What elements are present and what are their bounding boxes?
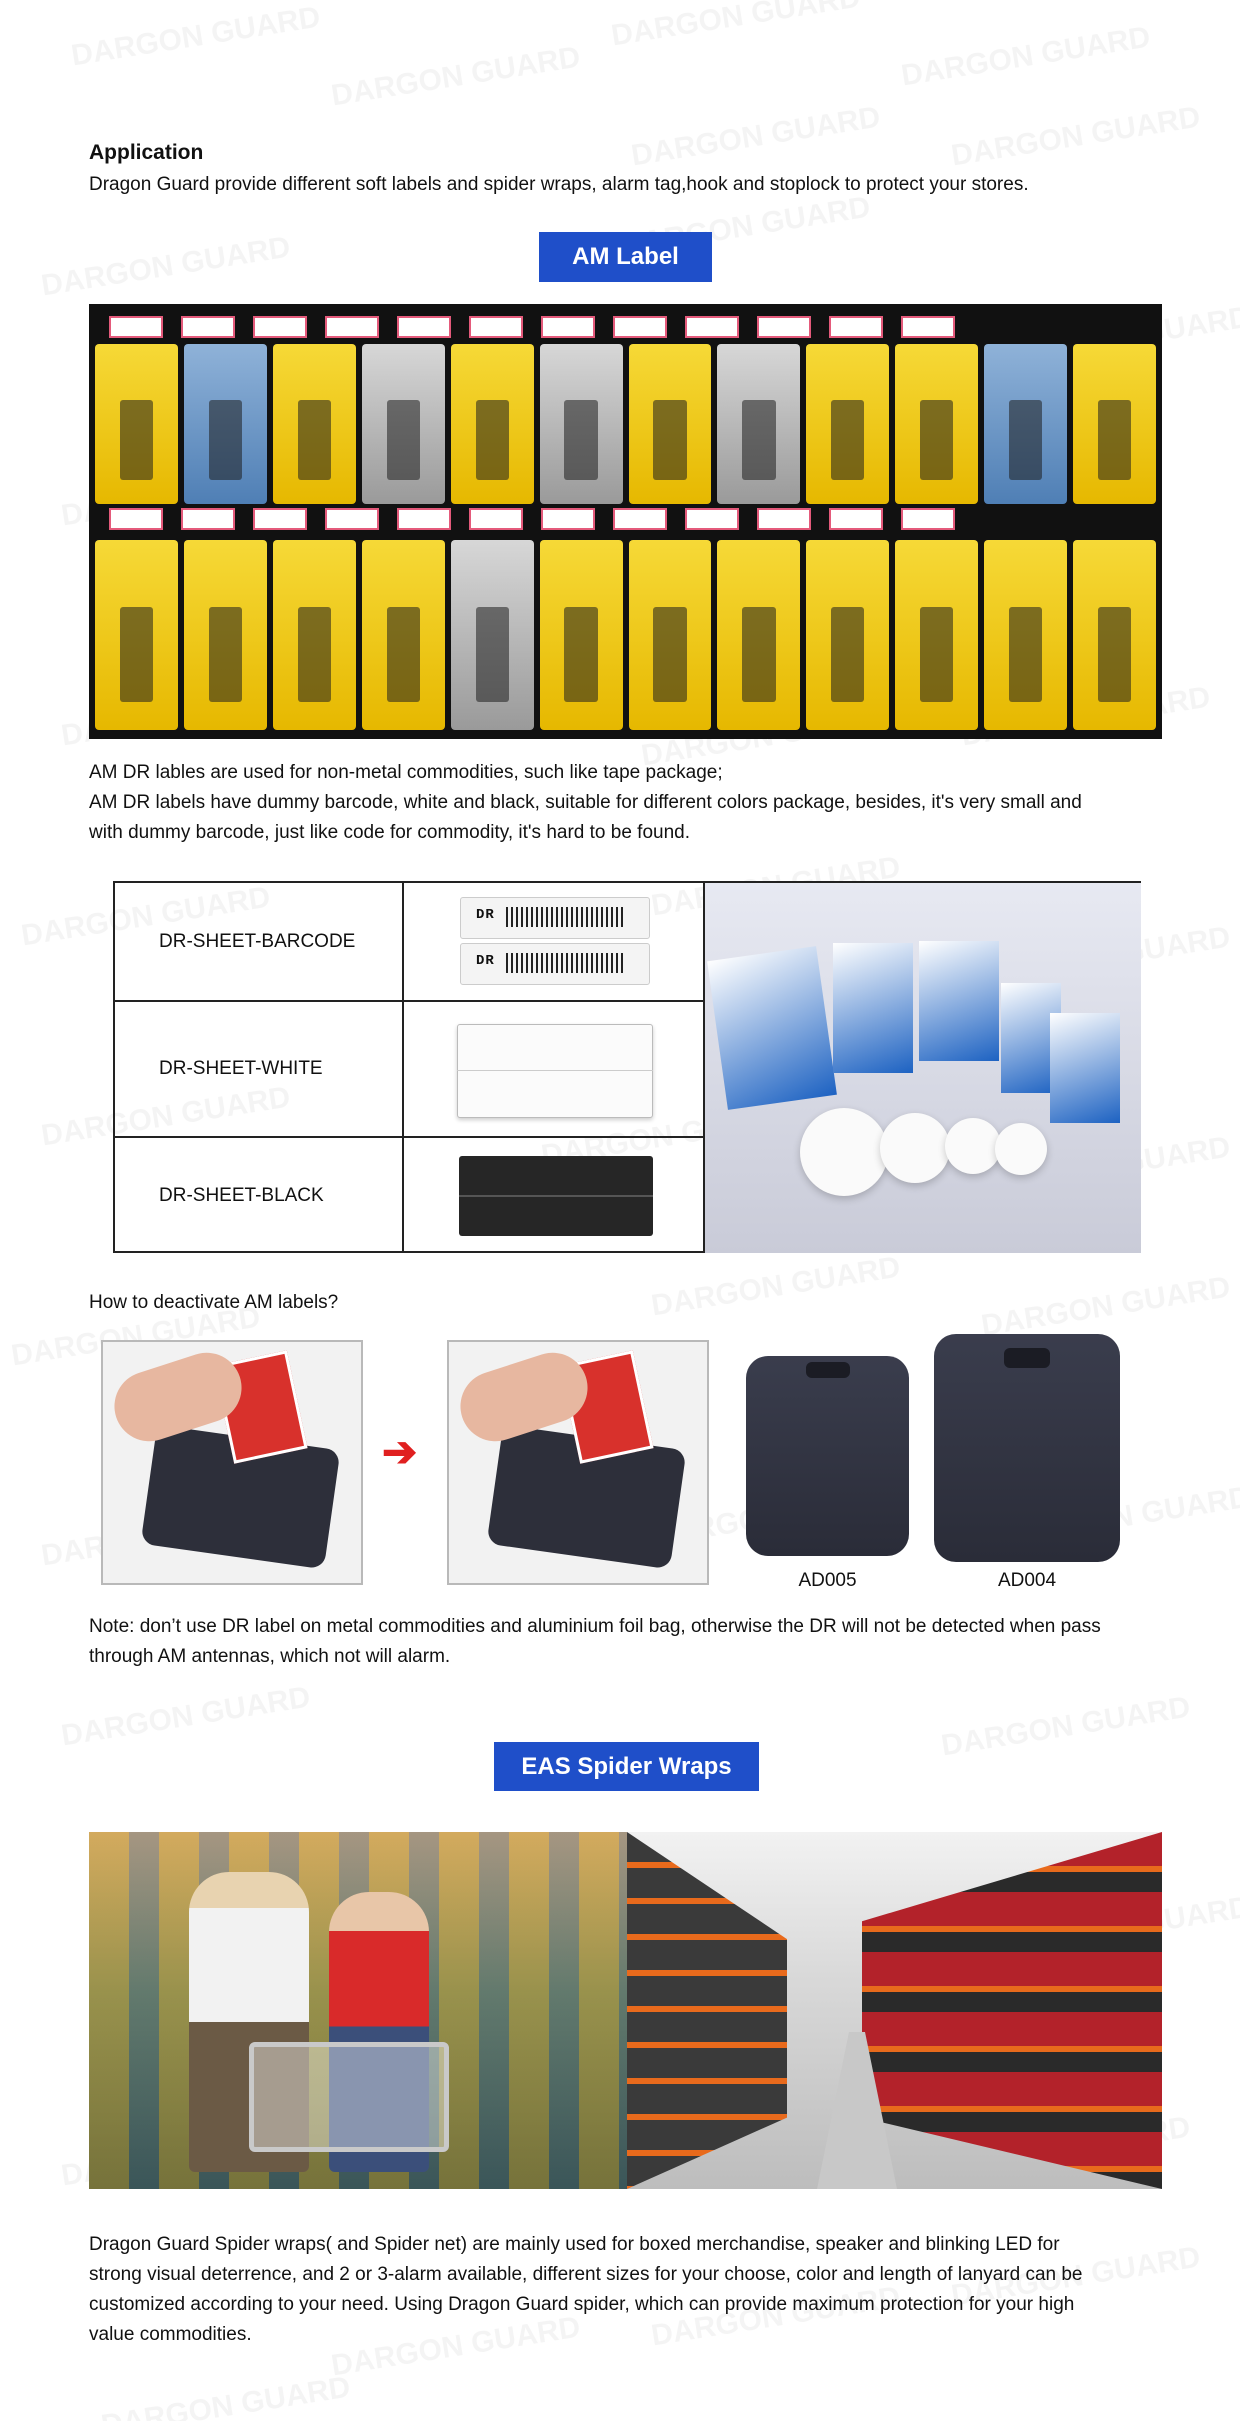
hardware-aisle-photo [627,1832,1162,2189]
application-heading: Application [89,141,204,164]
spider-desc-2: strong visual deterrence, and 2 or 3-alarm available, different sizes for your choose, color and length of lanyard can be [89,2264,1083,2285]
watermark-text [949,101,1203,174]
table-row-black-label: DR-SHEET-BLACK [115,1138,404,1253]
arrow-right-icon: ➔ [382,1428,418,1475]
watermark-text [99,2371,353,2421]
spider-desc-3: customized according to your need. Using Dragon Guard spider, which can provide maximum protection for your high [89,2294,1075,2315]
deactivate-photo-1 [101,1340,363,1585]
white-sheet-image [404,1002,705,1138]
deactivate-photo-2 [447,1340,709,1585]
shoppers-cart-photo [89,1832,627,2189]
am-label-title: AM Label [539,232,712,282]
watermark-text [329,41,583,114]
deactivate-note-2: through AM antennas, which not will alarm. [89,1646,451,1667]
table-row-white-label: DR-SHEET-WHITE [115,1002,404,1138]
am-label-desc-2: AM DR labels have dummy barcode, white and black, suitable for different colors package, besides, it's very small and [89,792,1082,813]
application-intro: Dragon Guard provide different soft labels and spider wraps, alarm tag,hook and stoplock to protect your stores. [89,174,1029,195]
bulb-boxes-photo [705,883,1141,1253]
watermark-text [629,101,883,174]
watermark-text [899,21,1153,94]
black-sheet-image [404,1138,705,1253]
watermark-text [609,0,863,53]
am-label-desc-3: with dummy barcode, just like code for commodity, it's hard to be found. [89,822,690,843]
ad005-device-image [746,1356,909,1556]
spider-desc-1: Dragon Guard Spider wraps( and Spider net) are mainly used for boxed merchandise, speaker and blinking LED for [89,2234,1060,2255]
ad005-label: AD005 [798,1570,857,1591]
watermark-text [39,231,293,304]
hardware-pegboard-photo [89,304,1162,739]
ad004-label: AD004 [997,1570,1057,1591]
watermark-text [59,1681,313,1754]
watermark-text [649,1251,903,1324]
dr-sheet-table [113,881,1141,1253]
watermark-text [69,1,323,74]
barcode-text-1: DR [476,907,626,927]
deactivate-note-1: Note: don’t use DR label on metal commodities and aluminium foil bag, otherwise the DR will not be detected when pass [89,1616,1101,1637]
deactivate-question: How to deactivate AM labels? [89,1292,339,1313]
watermark-text [329,2311,583,2384]
spider-wraps-title: EAS Spider Wraps [494,1742,759,1791]
ad004-device-image [934,1334,1120,1562]
table-row-barcode-label: DR-SHEET-BARCODE [115,883,404,1002]
barcode-text-2: DR [476,953,626,973]
watermark-text [979,1271,1233,1344]
spider-desc-4: value commodities. [89,2324,252,2345]
watermark-text [939,1691,1193,1764]
barcode-sheet-image [404,883,705,1002]
am-label-desc-1: AM DR lables are used for non-metal commodities, such like tape package; [89,762,723,783]
